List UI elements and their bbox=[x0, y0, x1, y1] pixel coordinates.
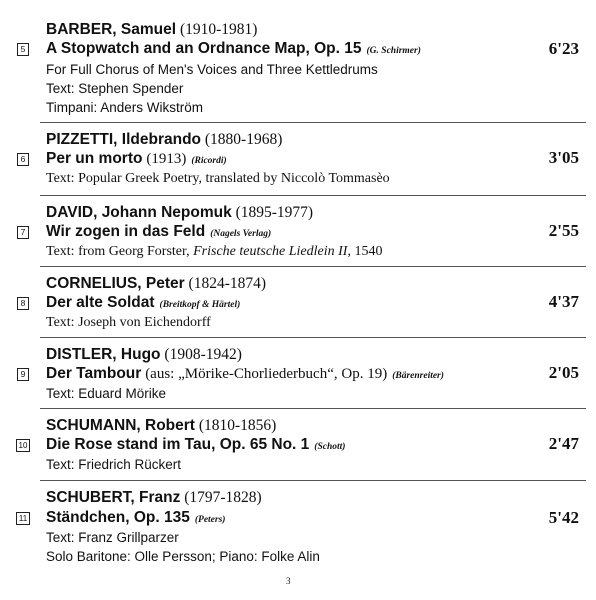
publisher: (Bärenreiter) bbox=[392, 371, 444, 381]
track-number: 11 bbox=[16, 512, 30, 525]
composer-name: CORNELIUS, Peter bbox=[46, 275, 185, 292]
track-detail: For Full Chorus of Men's Voices and Three Kettledrums bbox=[46, 62, 378, 77]
track-number: 9 bbox=[17, 368, 29, 381]
track-duration: 2'55 bbox=[548, 221, 579, 240]
composer-heading bbox=[46, 131, 282, 149]
composer-years: (1880-1968) bbox=[204, 131, 283, 148]
track-duration: 6'23 bbox=[548, 39, 579, 58]
composer-name: SCHUBERT, Franz bbox=[46, 489, 181, 506]
composer-years: (1824-1874) bbox=[188, 275, 267, 292]
composer-name: PIZZETTI, Ildebrando bbox=[46, 131, 201, 148]
composer-heading bbox=[46, 489, 262, 507]
track-number: 8 bbox=[17, 297, 29, 310]
section-divider bbox=[40, 480, 586, 481]
publisher: (Peters) bbox=[194, 515, 226, 525]
track-detail: Text: Stephen Spender bbox=[46, 81, 184, 96]
composer-heading bbox=[46, 275, 266, 293]
work-title: Der alte Soldat bbox=[46, 294, 155, 311]
track-duration: 4'37 bbox=[548, 292, 579, 311]
work-title-line bbox=[46, 40, 421, 60]
section-divider bbox=[40, 266, 586, 267]
composer-name: BARBER, Samuel bbox=[46, 21, 177, 38]
publisher: (Breitkopf & Härtel) bbox=[159, 300, 241, 310]
composer-heading bbox=[46, 346, 242, 364]
work-note: (aus: „Mörike-Chorliederbuch“, Op. 19) bbox=[145, 366, 388, 382]
publisher: (G. Schirmer) bbox=[366, 46, 421, 56]
work-title-line bbox=[46, 509, 225, 529]
track-duration: 3'05 bbox=[548, 148, 579, 167]
section-divider bbox=[40, 122, 586, 123]
composer-name: SCHUMANN, Robert bbox=[46, 417, 195, 434]
composer-heading bbox=[46, 417, 276, 435]
work-title-line bbox=[46, 436, 345, 456]
section-divider bbox=[40, 337, 586, 338]
detail-source-title: Frische teutsche Liedlein II bbox=[193, 244, 348, 259]
track-detail: Text: Eduard Mörike bbox=[46, 386, 167, 401]
track-duration: 2'05 bbox=[548, 363, 579, 382]
composer-heading bbox=[46, 204, 313, 222]
composer-heading bbox=[46, 21, 257, 39]
work-title-line bbox=[46, 150, 227, 170]
track-detail: Solo Baritone: Olle Persson; Piano: Folke Alin bbox=[46, 549, 320, 564]
publisher: (Schott) bbox=[314, 442, 346, 452]
detail-suffix: , 1540 bbox=[347, 244, 383, 259]
work-title: Der Tambour bbox=[46, 365, 142, 382]
work-note: (1913) bbox=[146, 151, 187, 167]
work-title-line bbox=[46, 223, 271, 243]
track-duration: 5'42 bbox=[548, 508, 579, 527]
work-title-line bbox=[46, 294, 240, 314]
track-detail: Timpani: Anders Wikström bbox=[46, 100, 204, 115]
work-title: Wir zogen in das Feld bbox=[46, 223, 206, 240]
track-number: 6 bbox=[17, 153, 29, 166]
track-number: 5 bbox=[17, 43, 29, 56]
track-detail: Text: Friedrich Rückert bbox=[46, 457, 182, 472]
composer-years: (1797-1828) bbox=[184, 489, 262, 506]
track-number: 7 bbox=[17, 226, 29, 239]
composer-years: (1908-1942) bbox=[164, 346, 242, 363]
composer-name: DISTLER, Hugo bbox=[46, 346, 161, 363]
page-number: 3 bbox=[286, 576, 291, 586]
section-divider bbox=[40, 408, 586, 409]
publisher: (Ricordi) bbox=[191, 156, 227, 166]
composer-years: (1810-1856) bbox=[198, 417, 277, 434]
work-title: Per un morto bbox=[46, 150, 143, 167]
composer-years: (1910-1981) bbox=[179, 21, 258, 38]
section-divider bbox=[40, 195, 586, 196]
track-detail: Text: Popular Greek Poetry, translated by Niccolò Tommasèo bbox=[46, 171, 390, 186]
track-detail bbox=[46, 243, 382, 260]
composer-years: (1895-1977) bbox=[235, 204, 314, 221]
composer-name: DAVID, Johann Nepomuk bbox=[46, 204, 232, 221]
work-title: Die Rose stand im Tau, Op. 65 No. 1 bbox=[46, 436, 310, 453]
publisher: (Nagels Verlag) bbox=[210, 229, 272, 239]
work-title-line bbox=[46, 365, 444, 385]
track-duration: 2'47 bbox=[548, 434, 579, 453]
track-detail: Text: Joseph von Eichendorff bbox=[46, 315, 211, 330]
work-title: A Stopwatch and an Ordnance Map, Op. 15 bbox=[46, 40, 362, 57]
track-number: 10 bbox=[16, 439, 30, 452]
detail-prefix: Text: from Georg Forster, bbox=[46, 244, 194, 259]
track-detail: Text: Franz Grillparzer bbox=[46, 530, 179, 545]
work-title: Ständchen, Op. 135 bbox=[46, 509, 190, 526]
